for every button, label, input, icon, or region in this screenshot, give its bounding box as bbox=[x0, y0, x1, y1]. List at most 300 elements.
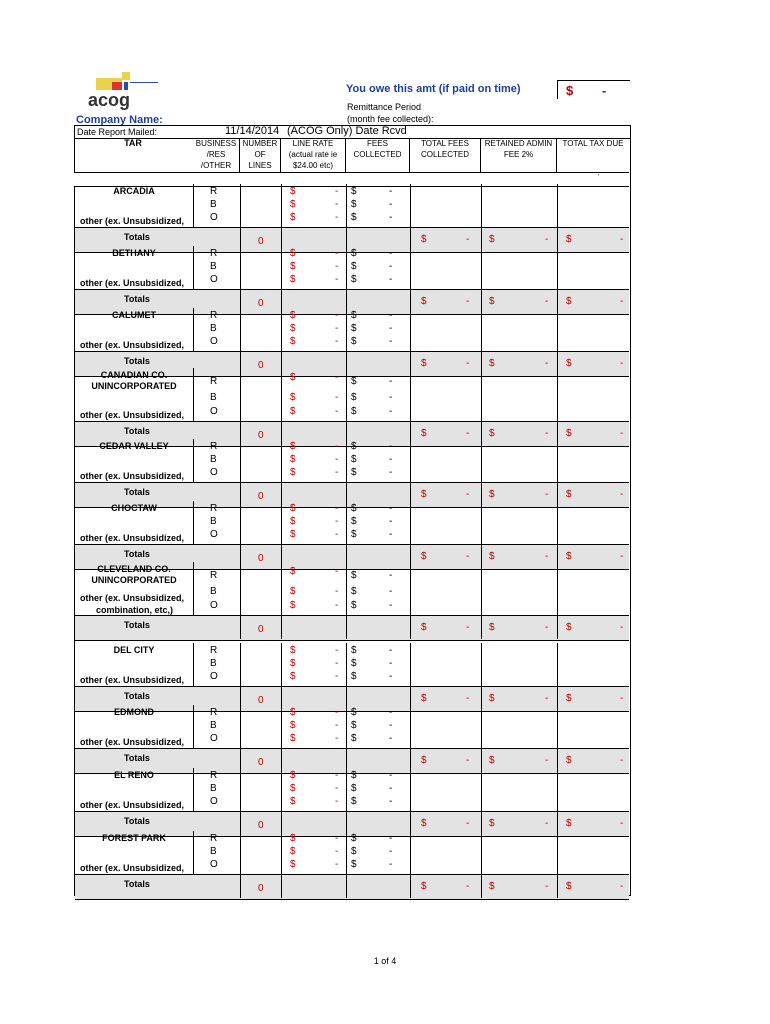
column-divider bbox=[240, 501, 241, 544]
city-name: CEDAR VALLEY bbox=[99, 441, 169, 451]
line-rate-currency[interactable]: $ bbox=[290, 406, 296, 417]
line-rate-currency[interactable]: $ bbox=[290, 707, 296, 718]
totals-currency: $ bbox=[489, 358, 495, 369]
type-business: B bbox=[210, 516, 217, 527]
column-divider bbox=[346, 768, 347, 811]
totals-currency: $ bbox=[489, 818, 495, 829]
line-rate-value[interactable]: - bbox=[335, 846, 339, 857]
totals-divider bbox=[410, 615, 411, 639]
column-divider bbox=[481, 308, 482, 351]
line-rate-value[interactable]: - bbox=[335, 467, 339, 478]
line-rate-value[interactable]: - bbox=[335, 503, 339, 514]
totals-value: - bbox=[620, 428, 624, 439]
fees-value[interactable]: - bbox=[389, 310, 393, 321]
type-business: B bbox=[210, 658, 217, 669]
line-rate-value[interactable]: - bbox=[335, 406, 339, 417]
type-residential: R bbox=[210, 376, 218, 387]
fees-currency[interactable]: $ bbox=[351, 516, 357, 527]
column-divider bbox=[240, 246, 241, 289]
fees-value[interactable]: - bbox=[389, 274, 393, 285]
line-rate-currency[interactable]: $ bbox=[290, 467, 296, 478]
column-divider bbox=[410, 768, 411, 811]
fees-value[interactable]: - bbox=[389, 846, 393, 857]
line-rate-value[interactable]: - bbox=[335, 261, 339, 272]
fees-value[interactable]: - bbox=[389, 503, 393, 514]
column-divider bbox=[557, 705, 558, 748]
line-rate-currency[interactable]: $ bbox=[290, 720, 296, 731]
column-divider bbox=[281, 184, 282, 227]
fees-value[interactable]: - bbox=[389, 467, 393, 478]
fees-value[interactable]: - bbox=[389, 376, 393, 387]
fees-currency[interactable]: $ bbox=[351, 796, 357, 807]
line-rate-value[interactable]: - bbox=[335, 671, 339, 682]
fees-currency[interactable]: $ bbox=[351, 846, 357, 857]
fees-currency[interactable]: $ bbox=[351, 720, 357, 731]
totals-currency: $ bbox=[489, 234, 495, 245]
totals-divider bbox=[346, 615, 347, 639]
type-other: O bbox=[210, 406, 218, 417]
line-rate-currency[interactable]: $ bbox=[290, 261, 296, 272]
city-name-line1: CLEVELAND CO. bbox=[97, 564, 171, 574]
fees-currency[interactable]: $ bbox=[351, 833, 357, 844]
totals-label: Totals bbox=[124, 816, 150, 826]
line-rate-currency[interactable]: $ bbox=[290, 248, 296, 259]
fees-currency[interactable]: $ bbox=[351, 600, 357, 611]
fees-value[interactable]: - bbox=[389, 770, 393, 781]
fees-currency[interactable]: $ bbox=[351, 658, 357, 669]
column-divider bbox=[346, 439, 347, 482]
column-divider bbox=[481, 246, 482, 289]
column-divider bbox=[240, 184, 241, 227]
column-divider bbox=[557, 501, 558, 544]
column-divider bbox=[557, 768, 558, 811]
column-divider bbox=[240, 439, 241, 482]
other-label: other (ex. Unsubsidized, bbox=[80, 675, 185, 685]
type-business: B bbox=[210, 392, 217, 403]
fees-currency[interactable]: $ bbox=[351, 733, 357, 744]
line-rate-value[interactable]: - bbox=[335, 707, 339, 718]
column-divider bbox=[281, 705, 282, 748]
fees-value[interactable]: - bbox=[389, 671, 393, 682]
line-rate-currency[interactable]: $ bbox=[290, 392, 296, 403]
line-rate-value[interactable]: - bbox=[335, 516, 339, 527]
totals-label: Totals bbox=[124, 487, 150, 497]
fees-value[interactable]: - bbox=[389, 570, 393, 581]
totals-value: - bbox=[466, 428, 470, 439]
line-rate-currency[interactable]: $ bbox=[290, 212, 296, 223]
column-divider bbox=[410, 643, 411, 686]
line-rate-currency[interactable]: $ bbox=[290, 336, 296, 347]
line-rate-value[interactable]: - bbox=[335, 566, 339, 577]
column-divider bbox=[240, 308, 241, 351]
totals-value: - bbox=[466, 234, 470, 245]
totals-divider bbox=[557, 615, 558, 639]
city-name: FOREST PARK bbox=[102, 833, 166, 843]
column-divider bbox=[346, 184, 347, 227]
fees-currency[interactable]: $ bbox=[351, 770, 357, 781]
totals-currency: $ bbox=[566, 428, 572, 439]
totals-label: Totals bbox=[124, 691, 150, 701]
line-rate-value[interactable]: - bbox=[335, 770, 339, 781]
city-name-line1: CANADIAN CO. bbox=[100, 370, 168, 380]
column-divider bbox=[481, 831, 482, 874]
column-divider bbox=[281, 368, 282, 421]
type-other: O bbox=[210, 733, 218, 744]
fees-value[interactable]: - bbox=[389, 336, 393, 347]
totals-divider bbox=[240, 615, 241, 639]
line-rate-value[interactable]: - bbox=[335, 733, 339, 744]
totals-value: - bbox=[545, 818, 549, 829]
fees-value[interactable]: - bbox=[389, 392, 393, 403]
line-rate-value[interactable]: - bbox=[335, 586, 339, 597]
fees-currency[interactable]: $ bbox=[351, 323, 357, 334]
fees-value[interactable]: - bbox=[389, 796, 393, 807]
totals-value: - bbox=[620, 881, 624, 892]
type-residential: R bbox=[210, 770, 218, 781]
column-divider bbox=[346, 501, 347, 544]
fees-currency[interactable]: $ bbox=[351, 406, 357, 417]
totals-divider bbox=[481, 874, 482, 898]
totals-lines-count: 0 bbox=[258, 695, 264, 706]
column-divider bbox=[410, 705, 411, 748]
type-business: B bbox=[210, 454, 217, 465]
fees-currency[interactable]: $ bbox=[351, 783, 357, 794]
city-name: EL RENO bbox=[114, 770, 154, 780]
fees-currency[interactable]: $ bbox=[351, 586, 357, 597]
totals-value: - bbox=[545, 489, 549, 500]
totals-lines-count: 0 bbox=[258, 757, 264, 768]
totals-currency: $ bbox=[489, 693, 495, 704]
fees-value[interactable]: - bbox=[389, 645, 393, 656]
fees-currency[interactable]: $ bbox=[351, 310, 357, 321]
fees-currency[interactable]: $ bbox=[351, 248, 357, 259]
totals-currency: $ bbox=[566, 755, 572, 766]
line-rate-currency[interactable]: $ bbox=[290, 441, 296, 452]
totals-currency: $ bbox=[421, 428, 427, 439]
fees-value[interactable]: - bbox=[389, 248, 393, 259]
totals-currency: $ bbox=[566, 622, 572, 633]
column-divider bbox=[281, 768, 282, 811]
line-rate-currency[interactable]: $ bbox=[290, 600, 296, 611]
totals-currency: $ bbox=[566, 881, 572, 892]
type-other: O bbox=[210, 796, 218, 807]
totals-value: - bbox=[545, 881, 549, 892]
fees-value[interactable]: - bbox=[389, 454, 393, 465]
column-divider bbox=[240, 768, 241, 811]
totals-value: - bbox=[620, 296, 624, 307]
totals-label: Totals bbox=[124, 620, 150, 630]
column-divider bbox=[281, 246, 282, 289]
type-residential: R bbox=[210, 310, 218, 321]
totals-value: - bbox=[545, 693, 549, 704]
totals-currency: $ bbox=[489, 489, 495, 500]
col-tar-label: TAR bbox=[124, 138, 142, 148]
totals-lines-count: 0 bbox=[258, 236, 264, 247]
totals-value: - bbox=[466, 489, 470, 500]
city-name: ARCADIA bbox=[113, 186, 155, 196]
type-other: O bbox=[210, 859, 218, 870]
totals-divider bbox=[281, 874, 282, 898]
column-divider bbox=[481, 501, 482, 544]
type-other: O bbox=[210, 274, 218, 285]
fees-value[interactable]: - bbox=[389, 859, 393, 870]
line-rate-value[interactable]: - bbox=[335, 336, 339, 347]
column-divider bbox=[481, 184, 482, 227]
totals-currency: $ bbox=[566, 296, 572, 307]
line-rate-value[interactable]: - bbox=[335, 859, 339, 870]
fees-currency[interactable]: $ bbox=[351, 186, 357, 197]
totals-value: - bbox=[466, 622, 470, 633]
column-divider bbox=[346, 246, 347, 289]
line-rate-value[interactable]: - bbox=[335, 658, 339, 669]
line-rate-currency[interactable]: $ bbox=[290, 846, 296, 857]
fees-value[interactable]: - bbox=[389, 406, 393, 417]
totals-currency: $ bbox=[421, 551, 427, 562]
column-divider bbox=[346, 368, 347, 421]
totals-currency: $ bbox=[566, 818, 572, 829]
column-divider bbox=[557, 643, 558, 686]
column-divider bbox=[557, 439, 558, 482]
line-rate-value[interactable]: - bbox=[335, 186, 339, 197]
other-label: other (ex. Unsubsidized, bbox=[80, 863, 185, 873]
type-business: B bbox=[210, 199, 217, 210]
fees-currency[interactable]: $ bbox=[351, 859, 357, 870]
fees-value[interactable]: - bbox=[389, 658, 393, 669]
totals-value: - bbox=[466, 551, 470, 562]
fees-value[interactable]: - bbox=[389, 529, 393, 540]
totals-currency: $ bbox=[566, 234, 572, 245]
totals-currency: $ bbox=[566, 489, 572, 500]
city-name: CALUMET bbox=[112, 310, 156, 320]
column-divider bbox=[410, 308, 411, 351]
line-rate-currency[interactable]: $ bbox=[290, 503, 296, 514]
line-rate-currency[interactable]: $ bbox=[290, 645, 296, 656]
line-rate-value[interactable]: - bbox=[335, 372, 339, 383]
type-other: O bbox=[210, 336, 218, 347]
totals-label: Totals bbox=[124, 294, 150, 304]
type-other: O bbox=[210, 212, 218, 223]
fees-value[interactable]: - bbox=[389, 720, 393, 731]
column-divider bbox=[410, 368, 411, 421]
totals-label: Totals bbox=[124, 356, 150, 366]
company-name-label: Company Name: bbox=[76, 114, 163, 126]
line-rate-value[interactable]: - bbox=[335, 600, 339, 611]
type-residential: R bbox=[210, 833, 218, 844]
column-divider bbox=[557, 308, 558, 351]
col-tax-due: TOTAL TAX DUE bbox=[562, 139, 624, 148]
fees-currency[interactable]: $ bbox=[351, 392, 357, 403]
line-rate-currency[interactable]: $ bbox=[290, 833, 296, 844]
column-divider bbox=[410, 501, 411, 544]
totals-value: - bbox=[545, 755, 549, 766]
fees-value[interactable]: - bbox=[389, 186, 393, 197]
type-residential: R bbox=[210, 707, 218, 718]
line-rate-currency[interactable]: $ bbox=[290, 516, 296, 527]
line-rate-value[interactable]: - bbox=[335, 199, 339, 210]
totals-lines-count: 0 bbox=[258, 553, 264, 564]
column-divider bbox=[240, 831, 241, 874]
totals-currency: $ bbox=[421, 755, 427, 766]
column-divider bbox=[281, 831, 282, 874]
line-rate-currency[interactable]: $ bbox=[290, 310, 296, 321]
line-rate-currency[interactable]: $ bbox=[290, 770, 296, 781]
totals-divider bbox=[346, 874, 347, 898]
type-business: B bbox=[210, 323, 217, 334]
col-business: BUSINESS /RES /OTHER bbox=[193, 138, 240, 186]
totals-currency: $ bbox=[421, 622, 427, 633]
fees-currency[interactable]: $ bbox=[351, 707, 357, 718]
column-divider bbox=[557, 184, 558, 227]
totals-lines-count: 0 bbox=[258, 430, 264, 441]
line-rate-value[interactable]: - bbox=[335, 274, 339, 285]
line-rate-currency[interactable]: $ bbox=[290, 323, 296, 334]
line-rate-value[interactable]: - bbox=[335, 212, 339, 223]
fees-value[interactable]: - bbox=[389, 261, 393, 272]
column-divider bbox=[410, 831, 411, 874]
totals-value: - bbox=[620, 489, 624, 500]
column-divider bbox=[481, 705, 482, 748]
totals-value: - bbox=[620, 755, 624, 766]
type-business: B bbox=[210, 783, 217, 794]
remittance-sublabel: (month fee collected): bbox=[347, 114, 434, 124]
line-rate-value[interactable]: - bbox=[335, 783, 339, 794]
totals-value: - bbox=[466, 881, 470, 892]
totals-value: - bbox=[620, 551, 624, 562]
column-divider bbox=[557, 562, 558, 615]
fees-currency[interactable]: $ bbox=[351, 376, 357, 387]
line-rate-currency[interactable]: $ bbox=[290, 671, 296, 682]
col-admin-fee: RETAINED ADMIN FEE 2% bbox=[481, 138, 557, 186]
column-divider bbox=[240, 368, 241, 421]
fees-value[interactable]: - bbox=[389, 833, 393, 844]
totals-value: - bbox=[620, 818, 624, 829]
type-other: O bbox=[210, 529, 218, 540]
column-divider bbox=[346, 643, 347, 686]
column-divider bbox=[557, 246, 558, 289]
totals-lines-count: 0 bbox=[258, 883, 264, 894]
fees-value[interactable]: - bbox=[389, 516, 393, 527]
totals-value: - bbox=[466, 693, 470, 704]
column-divider bbox=[240, 705, 241, 748]
line-rate-value[interactable]: - bbox=[335, 833, 339, 844]
line-rate-value[interactable]: - bbox=[335, 310, 339, 321]
line-rate-currency[interactable]: $ bbox=[290, 796, 296, 807]
fees-currency[interactable]: $ bbox=[351, 212, 357, 223]
date-value[interactable]: 11/14/2014 bbox=[225, 125, 280, 137]
line-rate-currency[interactable]: $ bbox=[290, 529, 296, 540]
fees-value[interactable]: - bbox=[389, 733, 393, 744]
fees-currency[interactable]: $ bbox=[351, 671, 357, 682]
totals-label: Totals bbox=[124, 753, 150, 763]
line-rate-value[interactable]: - bbox=[335, 720, 339, 731]
fees-currency[interactable]: $ bbox=[351, 261, 357, 272]
fees-value[interactable]: - bbox=[389, 586, 393, 597]
line-rate-value[interactable]: - bbox=[335, 441, 339, 452]
city-name: BETHANY bbox=[112, 248, 156, 258]
line-rate-value[interactable]: - bbox=[335, 796, 339, 807]
type-residential: R bbox=[210, 248, 218, 259]
column-divider bbox=[481, 439, 482, 482]
column-divider bbox=[481, 643, 482, 686]
fees-value[interactable]: - bbox=[389, 783, 393, 794]
fees-currency[interactable]: $ bbox=[351, 503, 357, 514]
line-rate-currency[interactable]: $ bbox=[290, 186, 296, 197]
fees-currency[interactable]: $ bbox=[351, 336, 357, 347]
column-divider bbox=[240, 643, 241, 686]
line-rate-currency[interactable]: $ bbox=[290, 372, 296, 383]
fees-value[interactable]: - bbox=[389, 323, 393, 334]
totals-currency: $ bbox=[489, 755, 495, 766]
line-rate-value[interactable]: - bbox=[335, 248, 339, 259]
line-rate-value[interactable]: - bbox=[335, 323, 339, 334]
totals-divider bbox=[240, 874, 241, 898]
type-business: B bbox=[210, 261, 217, 272]
fees-currency[interactable]: $ bbox=[351, 645, 357, 656]
totals-value: - bbox=[620, 234, 624, 245]
column-divider bbox=[346, 562, 347, 615]
totals-value: - bbox=[620, 358, 624, 369]
column-divider bbox=[281, 501, 282, 544]
line-rate-currency[interactable]: $ bbox=[290, 199, 296, 210]
fees-currency[interactable]: $ bbox=[351, 454, 357, 465]
type-other: O bbox=[210, 671, 218, 682]
fees-currency[interactable]: $ bbox=[351, 199, 357, 210]
line-rate-currency[interactable]: $ bbox=[290, 783, 296, 794]
fees-value[interactable]: - bbox=[389, 707, 393, 718]
city-name: CHOCTAW bbox=[111, 503, 157, 513]
fees-currency[interactable]: $ bbox=[351, 467, 357, 478]
owe-label: You owe this amt (if paid on time) bbox=[346, 83, 521, 95]
totals-value: - bbox=[545, 234, 549, 245]
line-rate-value[interactable]: - bbox=[335, 529, 339, 540]
totals-currency: $ bbox=[489, 296, 495, 307]
fees-currency[interactable]: $ bbox=[351, 529, 357, 540]
line-rate-value[interactable]: - bbox=[335, 454, 339, 465]
column-divider bbox=[557, 831, 558, 874]
totals-lines-count: 0 bbox=[258, 820, 264, 831]
line-rate-currency[interactable]: $ bbox=[290, 859, 296, 870]
line-rate-value[interactable]: - bbox=[335, 645, 339, 656]
totals-label: Totals bbox=[124, 879, 150, 889]
fees-currency[interactable]: $ bbox=[351, 274, 357, 285]
column-divider bbox=[281, 643, 282, 686]
column-divider bbox=[410, 562, 411, 615]
column-divider bbox=[281, 439, 282, 482]
column-divider bbox=[240, 562, 241, 615]
line-rate-currency[interactable]: $ bbox=[290, 274, 296, 285]
date-mailed-label: Date Report Mailed: bbox=[77, 127, 158, 137]
totals-value: - bbox=[545, 358, 549, 369]
line-rate-currency[interactable]: $ bbox=[290, 566, 296, 577]
type-residential: R bbox=[210, 441, 218, 452]
other-label-line2: combination, etc,) bbox=[96, 605, 174, 615]
fees-value[interactable]: - bbox=[389, 199, 393, 210]
other-label-line1: other (ex. Unsubsidized, bbox=[80, 593, 185, 603]
type-other: O bbox=[210, 600, 218, 611]
line-rate-currency[interactable]: $ bbox=[290, 658, 296, 669]
totals-value: - bbox=[466, 296, 470, 307]
fees-currency[interactable]: $ bbox=[351, 441, 357, 452]
fees-value[interactable]: - bbox=[389, 212, 393, 223]
column-divider bbox=[481, 368, 482, 421]
line-rate-currency[interactable]: $ bbox=[290, 733, 296, 744]
fees-currency[interactable]: $ bbox=[351, 570, 357, 581]
line-rate-currency[interactable]: $ bbox=[290, 454, 296, 465]
fees-value[interactable]: - bbox=[389, 441, 393, 452]
line-rate-value[interactable]: - bbox=[335, 392, 339, 403]
fees-value[interactable]: - bbox=[389, 600, 393, 611]
line-rate-currency[interactable]: $ bbox=[290, 586, 296, 597]
